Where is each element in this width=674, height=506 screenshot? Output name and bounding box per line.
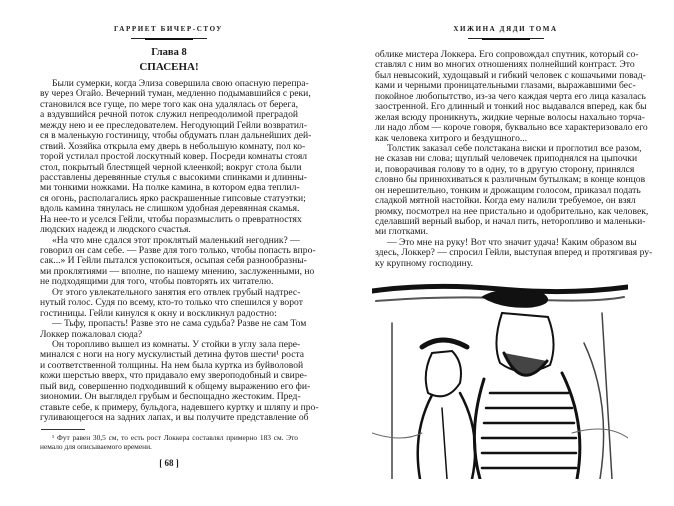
text-line: гостиницы. Гейли кинулся к окну и воскликнул радостно: <box>40 307 277 319</box>
text-line: сделавший верный выбор, и начал пить, неторопливо и маленьки- <box>375 216 646 227</box>
text-line: он нерешительно, тонким и дрожащим голосом, приказал подать <box>375 184 641 196</box>
page-number: [ 68 ] <box>159 458 179 468</box>
text-line: ку крупному господину. <box>375 257 474 269</box>
text-line: здесь, Локкер? — спросил Гейли, выступая вперед и протягивая ру- <box>375 247 653 259</box>
text-line: словно бы принюхиваться к различным бутылкам; в конце концов <box>375 174 646 186</box>
chapter-title: СПАСЕНА! <box>139 61 199 73</box>
paragraph <box>40 78 312 236</box>
text-line: Локкер пожаловал сюда? <box>40 328 143 340</box>
text-line: между нею и ее преследователем. Негодующий Гейли возвратил- <box>40 119 308 131</box>
text-line: ками и черными проницательными глазами, выражавшими бес- <box>375 80 636 92</box>
running-head-title: ХИЖИНА ДЯДИ ТОМА <box>453 25 558 33</box>
left-body-text <box>40 78 319 423</box>
paragraph <box>375 236 653 269</box>
text-line: людских надежд и людского счастья. <box>40 224 191 236</box>
text-line: сладкой мятной настойки. Когда ему налили требуемое, он взял <box>375 195 636 207</box>
text-line: стол, покрытый блестящей черной клеенкой; вокруг стола были <box>40 161 302 173</box>
chapter-number: Глава 8 <box>151 47 187 58</box>
text-line: От этого увлекательного занятия его отвлек грубый надтрес- <box>52 286 301 298</box>
text-line: ми тонкими ножками. На полке камина, в котором едва теплил- <box>40 182 300 194</box>
text-line: вдоль камина тянулась не слишком удобная деревянная скамья. <box>40 203 300 215</box>
text-line: и, поворачивая голову то в одну, то в другую сторону, принялся <box>375 163 635 175</box>
text-line: торой устилал простой лоскутный ковер. Посреди комнаты стоял <box>40 151 308 163</box>
text-line: нутый голос. Судя по всему, кто-то только что спешился у ворот <box>40 297 303 309</box>
text-line: не подходящими для того, чтобы повторять их читателю. <box>40 276 274 288</box>
text-line: ставьте себе, к примеру, бульдога, надевшего куртку и шляпу и про- <box>40 401 319 413</box>
text-line: ми глотками. <box>375 226 429 238</box>
text-line: На нее-то и уселся Гейли, чтобы поразмыслить о превратностях <box>40 213 302 225</box>
text-line: как человека хитрого и бездушного... <box>375 132 528 144</box>
running-head-author: ГАРРИЕТ БИЧЕР-СТОУ <box>114 25 223 33</box>
text-line: желая всюду проникнуть, жидкие черные волосы нахально торча- <box>375 111 645 123</box>
text-line: покойное любопытство, из-за чего каждая черта его лица казалась <box>375 90 646 102</box>
text-line: облике мистера Локкера. Его сопровождал спутник, который со- <box>375 49 639 60</box>
text-line: пый вид, совершенно подходивший к общему выражению его фи- <box>40 380 311 392</box>
illustration-two-men <box>372 283 628 479</box>
header-rule <box>131 38 207 39</box>
text-line: рюмку, посмотрел на нее пристально и одобрительно, как человек, <box>375 205 649 217</box>
text-line: ву через Огайо. Вечерний туман, медленно подымавшийся с реки, <box>40 88 311 100</box>
right-body-text <box>375 49 653 269</box>
text-line: ли надо лбом — короче говоря, буквально все характеризовало его <box>375 122 648 134</box>
text-line: сак...» И Гейли пытался успокоиться, осыпая себя разнообразны- <box>40 255 307 267</box>
text-line: — Тьфу, пропасть! Разве это не сама судьба? Разве не сам Том <box>52 318 307 330</box>
paragraph <box>375 142 649 238</box>
text-line: ставлял с ним во многих отношениях полнейший контраст. Это <box>375 59 635 71</box>
text-line: зиономии. Он выглядел грубым и беспощадно жестоким. Пред- <box>40 391 301 403</box>
text-line: и соответственной толщины. На нем была куртка из буйволовой <box>40 359 304 371</box>
footnote-rule <box>41 429 85 430</box>
text-line: кожи шерстью вверх, что придавало ему звероподобный и свире- <box>40 370 308 382</box>
text-line: гуливающегося на задних лапах, и вы получите представление об <box>40 412 309 423</box>
text-line: Были сумерки, когда Элиза совершила свою опасную перепра- <box>52 78 309 89</box>
paragraph <box>40 338 319 424</box>
text-line: ся огонь, располагались ярко раскрашенные гипсовые статуэтки; <box>40 192 306 204</box>
text-line: говорил он сам себе. — Разве для того только, чтобы попасть впро- <box>40 245 316 256</box>
text-line: заостренной. Его длинный и тонкий нос выдавался вперед, как бы <box>375 101 647 113</box>
text-line: не сказав ни слова; щуплый человечек приподнялся на цыпочки <box>375 153 638 165</box>
paragraph <box>40 286 303 319</box>
text-line: «На что мне сдался этот проклятый маленький негодник? — <box>52 234 300 246</box>
text-line: Он торопливо вышел из комнаты. У стойки в углу зала пере- <box>52 338 301 350</box>
text-line: был невысокий, худощавый и гибкий человек с кошачьими повад- <box>375 69 646 81</box>
text-line: минался с ноги на ногу мускулистый детина футов шести¹ роста <box>40 349 305 361</box>
paragraph <box>375 49 648 144</box>
text-line: ствий. Хозяйка открыла ему дверь в небольшую комнату, пол ко- <box>40 140 306 152</box>
header-rule <box>468 38 544 39</box>
footnote: ¹ Фут равен 30,5 см, то есть рост Локкера составлял примерно 183 см. Это немало для описываемого времени. <box>40 433 298 451</box>
text-line: расставлены деревянные стулья с высокими спинками и длинны- <box>40 171 307 183</box>
text-line: ся в маленькую гостиницу, чтобы обдумать план дальнейших дей- <box>40 130 312 142</box>
text-line: а вздувшийся речной поток служил непреодолимой преградой <box>40 109 298 121</box>
text-line: Толстик заказал себе полстакана виски и проглотил все разом, <box>387 142 642 154</box>
text-line: становился все гуще, по мере того как она удалялась от берега, <box>40 98 298 110</box>
text-line: — Это мне на руку! Вот что значит удача! Каким образом вы <box>387 236 637 248</box>
paragraph <box>40 318 307 340</box>
text-line: ми проклятиями — вполне, по нашему мнению, заслуженными, но <box>40 265 315 277</box>
paragraph <box>40 234 316 288</box>
